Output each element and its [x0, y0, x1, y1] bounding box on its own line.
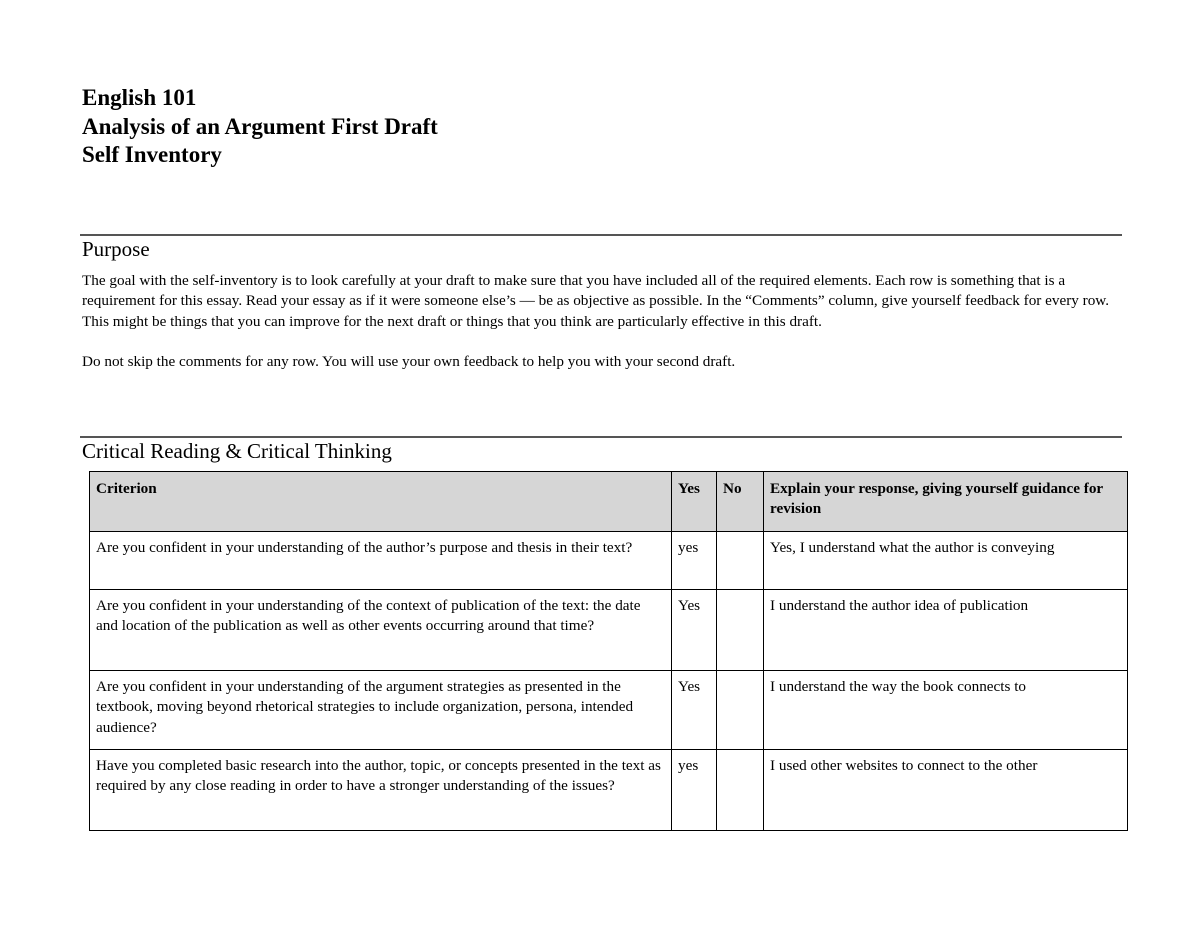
yes-cell[interactable]: yes: [672, 750, 717, 831]
criteria-table: [89, 471, 1128, 831]
no-cell[interactable]: [717, 590, 764, 671]
criterion-cell: Are you confident in your understanding of the context of publication of the text: the date and location of the publication as well as other events occurring around that time?: [90, 590, 672, 671]
column-header-yes: Yes: [672, 472, 717, 532]
explain-cell[interactable]: I used other websites to connect to the other: [764, 750, 1128, 831]
column-header-no: No: [717, 472, 764, 532]
table-header-row: [90, 472, 1128, 532]
no-cell[interactable]: [717, 671, 764, 750]
yes-cell[interactable]: Yes: [672, 671, 717, 750]
explain-cell[interactable]: Yes, I understand what the author is conveying: [764, 532, 1128, 590]
course-title: English 101: [82, 85, 197, 110]
document-type-title: Self Inventory: [82, 142, 222, 167]
yes-cell[interactable]: yes: [672, 532, 717, 590]
explain-cell[interactable]: I understand the author idea of publication: [764, 590, 1128, 671]
criterion-cell: Have you completed basic research into the author, topic, or concepts presented in the text as required by any close reading in order to have a stronger understanding of the issues?: [90, 750, 672, 831]
purpose-heading: Purpose: [82, 237, 150, 261]
table-row: [90, 532, 1128, 590]
purpose-divider: [80, 234, 1122, 236]
purpose-paragraph-1: The goal with the self-inventory is to look carefully at your draft to make sure that you have included all of the required elements. Each row is something that is a requirement for this essay. Read your essay as if it were someone else’s — be as objective as possible. In the “Comments” column, give yourself feedback for every row. This might be things that you can improve for the next draft or things that you think are particularly effective in this draft.: [82, 272, 1110, 330]
table-row: [90, 671, 1128, 750]
yes-cell[interactable]: Yes: [672, 590, 717, 671]
document-header: [82, 84, 782, 170]
assignment-title: Analysis of an Argument First Draft: [82, 113, 438, 139]
column-header-explain: Explain your response, giving yourself guidance for revision: [764, 472, 1128, 532]
criterion-cell: Are you confident in your understanding of the author’s purpose and thesis in their text?: [90, 532, 672, 590]
criterion-cell: Are you confident in your understanding of the argument strategies as presented in the textbook, moving beyond rhetorical strategies to include organization, persona, intended audience?: [90, 671, 672, 750]
critical-reading-heading: Critical Reading & Critical Thinking: [82, 439, 392, 463]
table-row: [90, 590, 1128, 671]
no-cell[interactable]: [717, 750, 764, 831]
critical-reading-divider: [80, 436, 1122, 438]
table-row: [90, 750, 1128, 831]
purpose-body: [82, 271, 1127, 372]
explain-cell[interactable]: I understand the way the book connects to: [764, 671, 1128, 750]
no-cell[interactable]: [717, 532, 764, 590]
purpose-paragraph-2: Do not skip the comments for any row. You will use your own feedback to help you with your second draft.: [82, 353, 736, 371]
column-header-criterion: Criterion: [90, 472, 672, 532]
